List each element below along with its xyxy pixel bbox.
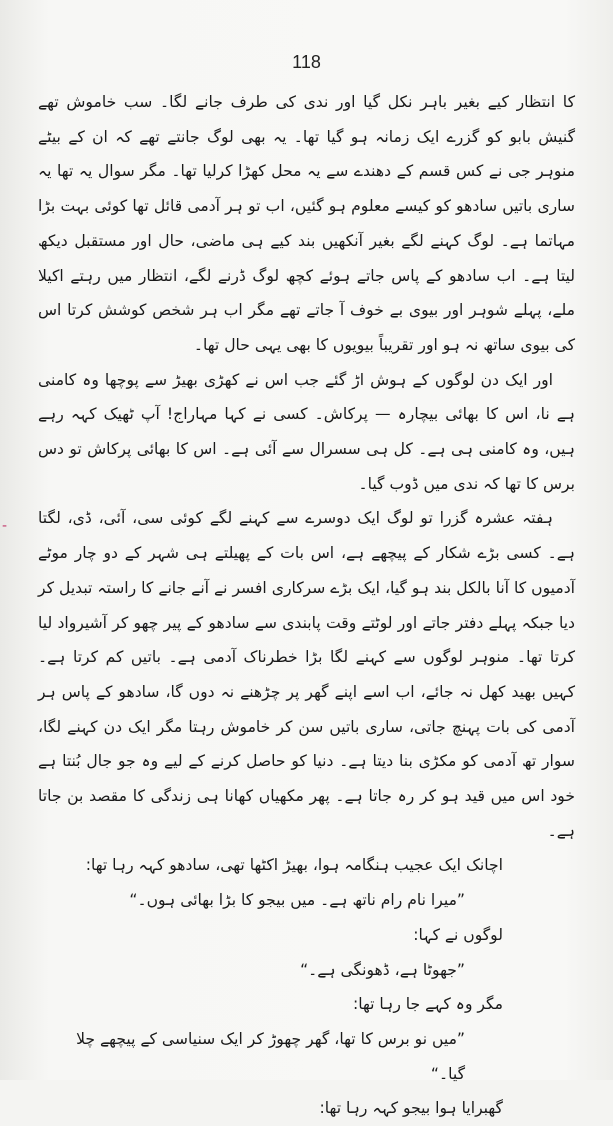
- narration-line: مگر وہ کہے جا رہا تھا:: [352, 995, 503, 1014]
- paragraph-1: کا انتظار کیے بغیر باہر نکل گیا اور ندی کی طرف جانے لگا۔ سب خاموش تھے گنیش بابو کو گزرے ایک زمانہ ہو گیا تھا۔ یہ بھی لوگ جانتے تھے کہ ان کے بیٹے منوہر جی نے کس قسم کے دھندے سے یہ محل کھڑا کرلیا تھا۔ مگر سوال یہ تھا یہ ساری باتیں سادھو کو کیسے معلوم ہو گئیں، اب تو ہر آدمی قائل تھا کوئی بہت بڑا مہاتما ہے۔ لوگ کہنے لگے بغیر آنکھیں بند کیے ہی ماضی، حال اور مستقبل دیکھ لیتا ہے۔ اب سادھو کے پاس جاتے ہوئے کچھ لوگ ڈرنے لگے، انتظار میں رہتے اکیلا ملے، پہلے شوہر اور بیوی بے خوف آ جاتے تھے مگر اب ہر شخص کوشش کرتا اس کی بیوی ساتھ نہ ہو اور تقریباً بیویوں کا بھی یہی حال تھا۔: [38, 93, 575, 354]
- narration-line: گھبرایا ہوا بیجو کہہ رہا تھا:: [319, 1099, 503, 1118]
- paragraph-2: اور ایک دن لوگوں کے ہوش اڑ گئے جب اس نے کھڑی بھیڑ سے پوچھا وہ کامنی ہے نا، اس کا بھائی بیچارہ — پرکاش۔ کسی نے کہا مہاراج! آپ ٹھیک کہہ رہے ہیں، وہ کامنی ہی ہے۔ کل ہی سسرال سے آئی ہے۔ اس کا بھائی پرکاش تو دس برس کا تھا کہ ندی میں ڈوب گیا۔: [38, 370, 575, 493]
- page-number: 118: [292, 52, 321, 72]
- quote-line: ”جھوٹا ہے، ڈھونگی ہے۔“: [300, 960, 465, 979]
- margin-mark: -: [2, 518, 8, 534]
- narration-line: لوگوں نے کہا:: [413, 925, 503, 944]
- paragraph-3: ہفتہ عشرہ گزرا تو لوگ ایک دوسرے سے کہنے لگے کوئی سی، آئی، ڈی، لگتا ہے۔ کسی بڑے شکار کے پیچھے ہے، اس بات کے پھیلتے ہی شہر کے دو چار موٹے آدمیوں کا آنا بالکل بند ہو گیا، ایک بڑے سرکاری افسر نے آنے جانے کا راستہ تبدیل کر دیا جبکہ پہلے دفتر جاتے اور لوٹتے وقت پابندی سے سادھو کے پیر چھو کر آشیرواد لیا کرتا تھا۔ منوہر لوگوں سے کہنے لگا بڑا خطرناک آدمی ہے۔ باتیں کم کرتا ہے۔ کہیں بھید کھل نہ جائے، اب اسے اپنے گھر پر چڑھنے نہ دوں گا، سادھو کے پاس ہر آدمی کی بات پہنچ جاتی، ساری باتیں سن کر خاموش رہتا مگر ایک دن کہنے لگا، سوار تھ آدمی کو مکڑی بنا دیتا ہے۔ دنیا کو حاصل کرنے کے لیے وہ جو جال بُنتا ہے خود اس میں قید ہو کر رہ جاتا ہے۔ پھر مکھیاں کھانا ہی زندگی کا مقصد بن جاتا ہے۔: [38, 509, 575, 840]
- quote-line: ”میرا نام رام ناتھ ہے۔ میں بیجو کا بڑا بھائی ہوں۔“: [129, 891, 465, 910]
- quote-line: ”میں نو برس کا تھا، گھر چھوڑ کر ایک سنیاسی کے پیچھے چلا گیا۔“: [76, 1029, 465, 1083]
- narration-line: اچانک ایک عجیب ہنگامہ ہوا، بھیڑ اکٹھا تھی، سادھو کہہ رہا تھا:: [85, 856, 503, 875]
- body-text: [38, 85, 575, 1126]
